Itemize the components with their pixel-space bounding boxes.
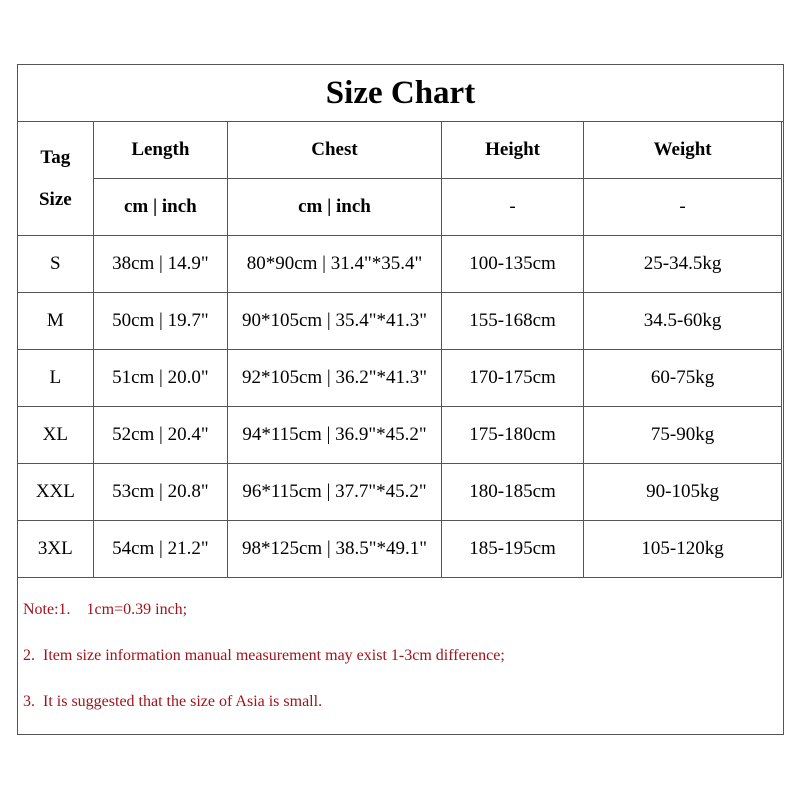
tag-header-line2: Size [38, 188, 72, 210]
length-cell: 38cm | 14.9" [93, 236, 227, 293]
header-row [18, 122, 782, 179]
table-row [18, 350, 782, 407]
chest-cell: 96*115cm | 37.7"*45.2" [228, 464, 442, 521]
chart-title: Size Chart [18, 65, 783, 122]
size-cell: XXL [18, 464, 94, 521]
weight-cell: 25-34.5kg [584, 236, 782, 293]
length-cell: 50cm | 19.7" [93, 293, 227, 350]
weight-cell: 90-105kg [584, 464, 782, 521]
size-cell: M [18, 293, 94, 350]
height-unit: - [441, 179, 583, 236]
size-cell: 3XL [18, 521, 94, 578]
chest-unit: cm | inch [228, 179, 442, 236]
weight-cell: 105-120kg [584, 521, 782, 578]
length-cell: 53cm | 20.8" [93, 464, 227, 521]
weight-header: Weight [584, 122, 782, 179]
chest-cell: 94*115cm | 36.9"*45.2" [228, 407, 442, 464]
chest-cell: 90*105cm | 35.4"*41.3" [228, 293, 442, 350]
length-cell: 54cm | 21.2" [93, 521, 227, 578]
note-1: Note:1. 1cm=0.39 inch; [23, 601, 188, 618]
length-header: Length [93, 122, 227, 179]
table-row [18, 407, 782, 464]
size-cell: XL [18, 407, 94, 464]
chest-cell: 98*125cm | 38.5"*49.1" [228, 521, 442, 578]
height-cell: 155-168cm [441, 293, 583, 350]
tag-size-header [18, 122, 94, 236]
chest-cell: 80*90cm | 31.4"*35.4" [228, 236, 442, 293]
weight-unit: - [584, 179, 782, 236]
length-cell: 52cm | 20.4" [93, 407, 227, 464]
note-2: 2. Item size information manual measurement may exist 1-3cm difference; [23, 647, 505, 664]
table-row [18, 464, 782, 521]
height-cell: 100-135cm [441, 236, 583, 293]
size-cell: S [18, 236, 94, 293]
height-cell: 175-180cm [441, 407, 583, 464]
units-row [18, 179, 782, 236]
tag-header-line1: Tag [40, 146, 71, 168]
weight-cell: 75-90kg [584, 407, 782, 464]
weight-cell: 34.5-60kg [584, 293, 782, 350]
height-cell: 180-185cm [441, 464, 583, 521]
note-3: 3. It is suggested that the size of Asia is small. [23, 693, 323, 710]
table-row [18, 521, 782, 578]
size-cell: L [18, 350, 94, 407]
length-cell: 51cm | 20.0" [93, 350, 227, 407]
length-unit: cm | inch [93, 179, 227, 236]
size-table [17, 121, 782, 578]
table-row [18, 293, 782, 350]
height-header: Height [441, 122, 583, 179]
height-cell: 185-195cm [441, 521, 583, 578]
size-chart [17, 64, 784, 735]
table-row [18, 236, 782, 293]
height-cell: 170-175cm [441, 350, 583, 407]
chest-cell: 92*105cm | 36.2"*41.3" [228, 350, 442, 407]
chest-header: Chest [228, 122, 442, 179]
weight-cell: 60-75kg [584, 350, 782, 407]
